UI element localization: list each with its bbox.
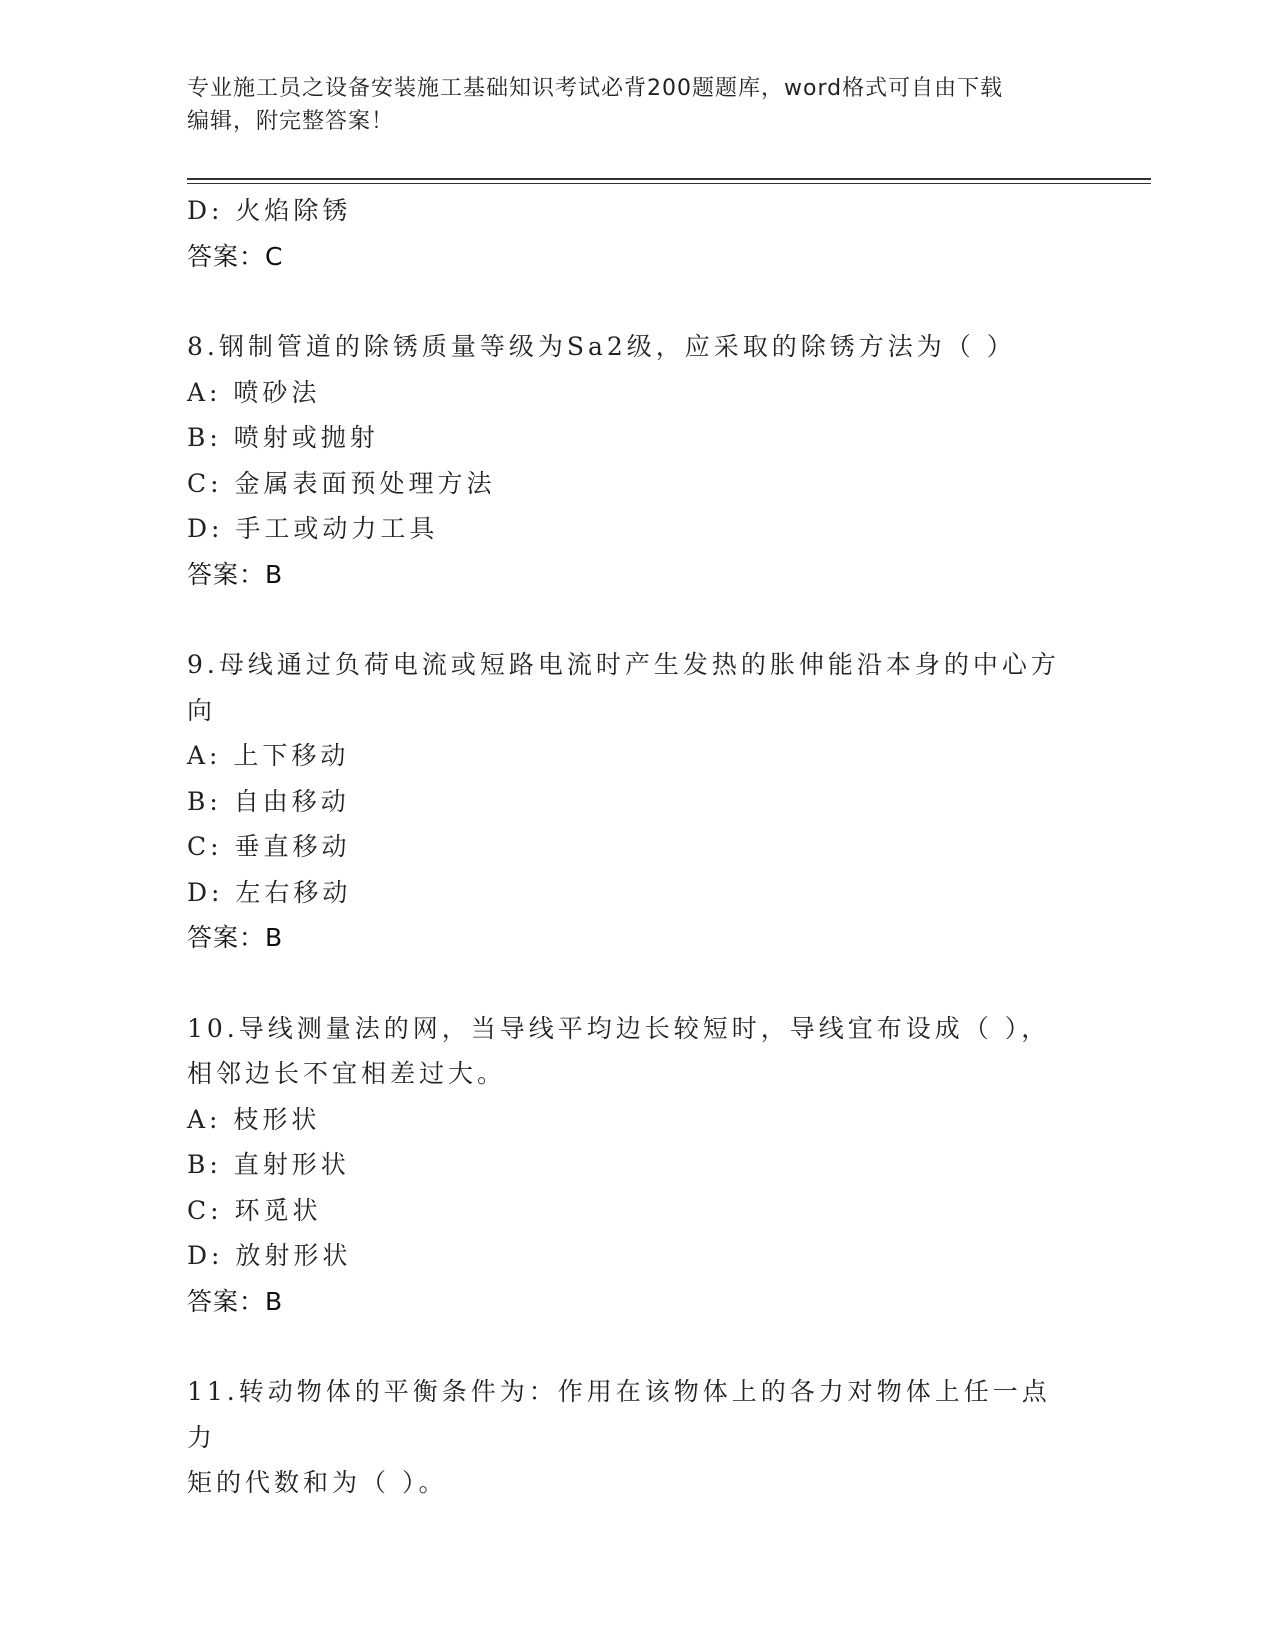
spacer <box>187 961 1067 1006</box>
answer: 答案：B <box>187 559 284 589</box>
question-content <box>187 188 1067 1506</box>
spacer <box>187 597 1067 642</box>
question-block-11 <box>187 1369 1067 1506</box>
question-block-8 <box>187 324 1067 597</box>
header-rule-thick <box>187 178 1151 180</box>
question-stem-line-1: 10.导线测量法的网，当导线平均边长较短时，导线宜布设成（ ）， <box>187 1013 1051 1043</box>
question-stem-line-1: 9.母线通过负荷电流或短路电流时产生发热的胀伸能沿本身的中心方 <box>187 650 1060 679</box>
option-c: C: 金属表面预处理方法 <box>187 468 496 498</box>
previous-answer: 答案：C <box>187 241 284 271</box>
header-rule-thin <box>187 183 1151 184</box>
answer: 答案：B <box>187 923 284 952</box>
question-stem-line-2: 向 <box>187 695 217 725</box>
answer: 答案：B <box>187 1286 284 1316</box>
option-a: A: 喷砂法 <box>187 377 321 407</box>
question-stem-line-2: 矩的代数和为（ ）。 <box>187 1468 448 1497</box>
option-b: B: 喷射或抛射 <box>187 423 379 452</box>
question-stem-line-1: 11.转动物体的平衡条件为：作用在该物体上的各力对物体上任一点力 <box>187 1377 1051 1452</box>
question-stem: 8.钢制管道的除锈质量等级为Sa2级，应采取的除锈方法为（ ） <box>187 332 1016 361</box>
question-stem-line-2: 相邻边长不宜相差过大。 <box>187 1059 507 1088</box>
document-header <box>187 72 1067 138</box>
option-a: A: 枝形状 <box>187 1104 321 1134</box>
option-c: C: 垂直移动 <box>187 832 351 861</box>
option-a: A: 上下移动 <box>187 741 350 770</box>
previous-option-d: D: 火焰除锈 <box>187 196 352 225</box>
option-b: B: 直射形状 <box>187 1150 350 1179</box>
header-line-2: 编辑，附完整答案！ <box>187 109 395 134</box>
spacer <box>187 1324 1067 1369</box>
option-d: D: 左右移动 <box>187 877 352 907</box>
spacer <box>187 279 1067 324</box>
header-line-1: 专业施工员之设备安装施工基础知识考试必背200题题库，word格式可自由下载 <box>187 76 1004 101</box>
option-c: C: 环觅状 <box>187 1195 322 1225</box>
question-block-9 <box>187 642 1067 961</box>
option-d: D: 放射形状 <box>187 1241 352 1270</box>
option-d: D: 手工或动力工具 <box>187 514 439 543</box>
option-b: B: 自由移动 <box>187 786 350 816</box>
question-block-10 <box>187 1006 1067 1325</box>
